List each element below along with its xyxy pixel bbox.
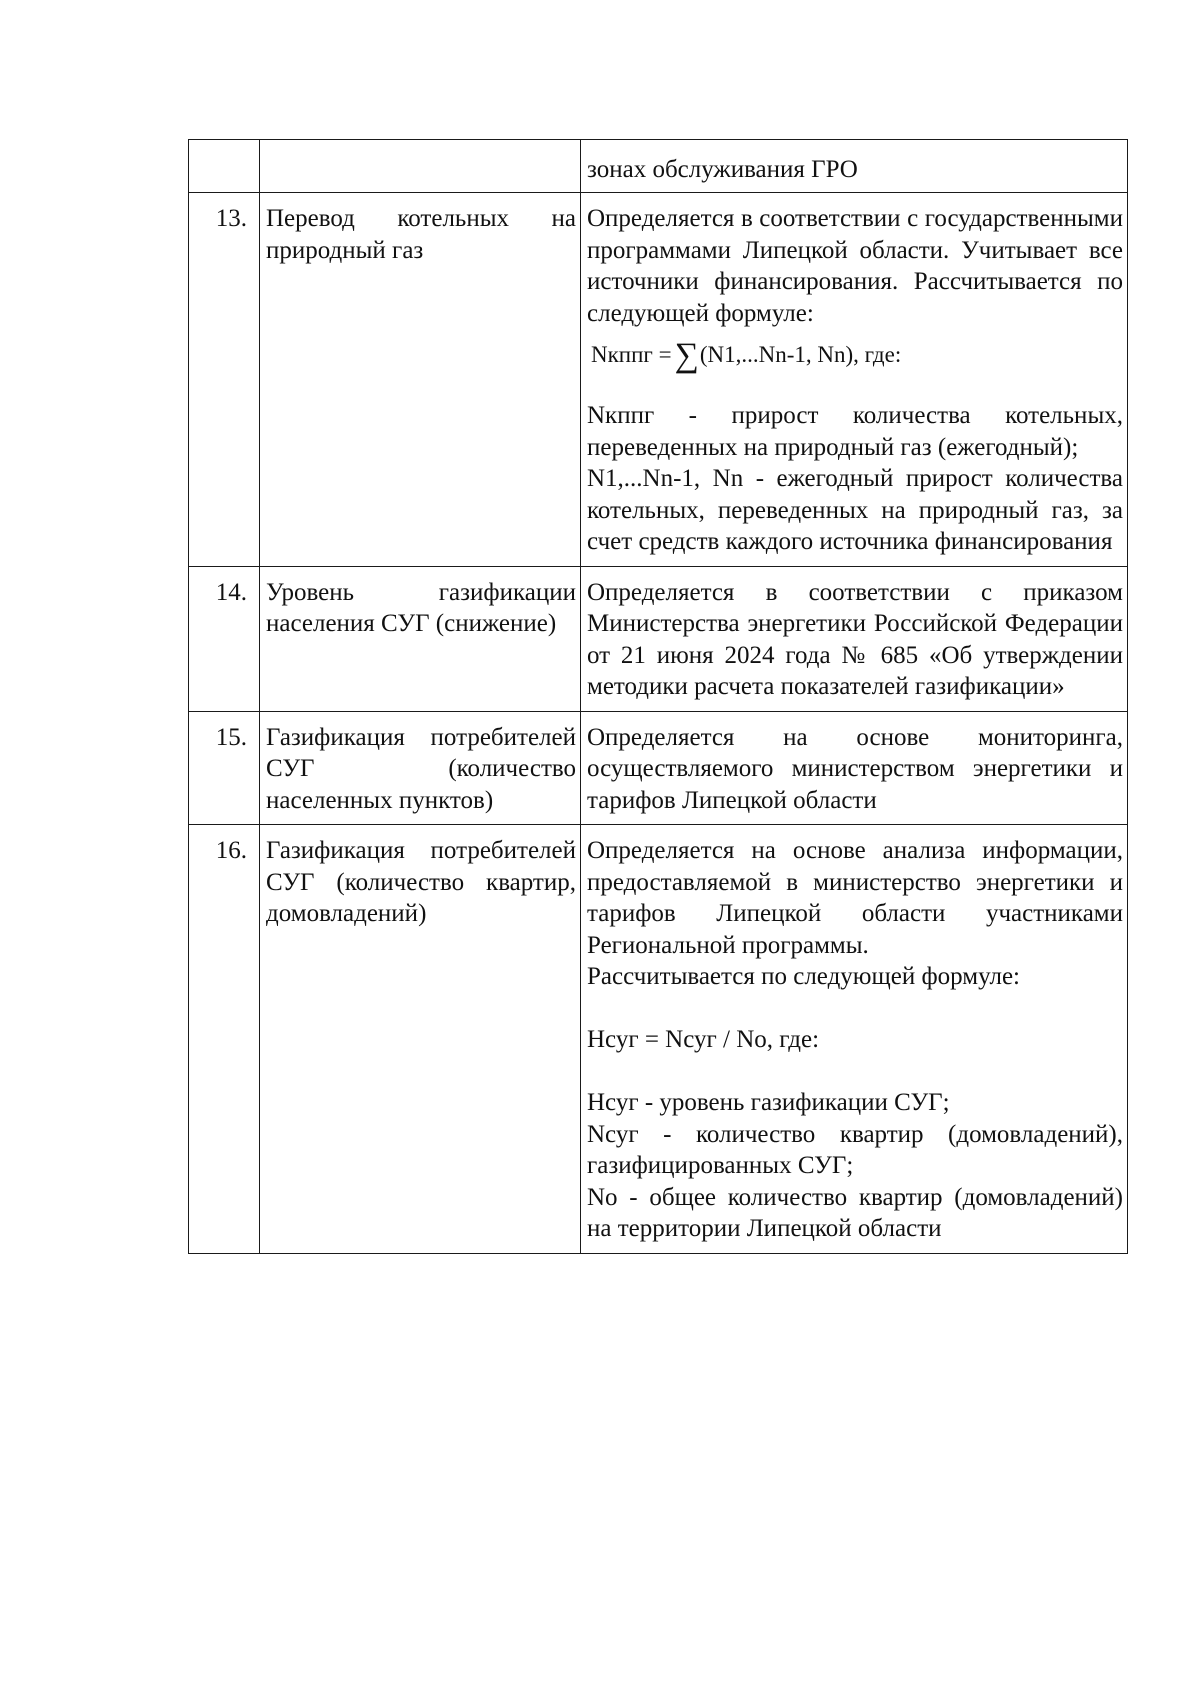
method-description (581, 193, 1127, 566)
indicator-table (188, 139, 1128, 1254)
indicator-name-cell (260, 140, 581, 193)
row-number-cell (189, 140, 260, 193)
table-row-13 (189, 193, 1128, 567)
table-row-16 (189, 825, 1128, 1254)
method-formula-line: Рассчитывается по следующей формуле: (587, 963, 1021, 990)
table-row-14 (189, 566, 1128, 711)
indicator-name: Перевод котельных на природный газ (266, 205, 576, 264)
method-description: Определяется в соответствии с приказом Министерства энергетики Российской Федерации от 21 июня 2024 года № 685 «Об утверждении методики расчета показателей газификации» (587, 578, 1123, 700)
definition: Nкппг - прирост количества котельных, переведенных на природный газ (ежегодный); (587, 402, 1123, 461)
formula-left: Nкппг = (591, 342, 672, 367)
method-description (581, 825, 1127, 1253)
method-description: Определяется на основе мониторинга, осуществляемого министерством энергетики и тарифов Липецкой области (587, 723, 1123, 814)
row-number: 13. (215, 205, 247, 232)
formula: Hсуг = Nсуг / No, где: (587, 1026, 820, 1053)
definition: No - общее количество квартир (домовладений) на территории Липецкой области (587, 1183, 1123, 1242)
formula-right: (N1,...Nn-1, Nn), где: (699, 342, 902, 367)
row-number: 15. (215, 723, 247, 751)
formula (591, 337, 1123, 374)
definition: Nсуг - количество квартир (домовладений), газифицированных СУГ; (587, 1120, 1123, 1179)
method-intro: Определяется в соответствии с государственными программами Липецкой области. Учитывает все источники финансирования. Рассчитывается по следующей формуле: (587, 205, 1123, 327)
definition: N1,...Nn-1, Nn - ежегодный прирост количества котельных, переведенных на природный газ, за счет средств каждого источника финансирования (587, 465, 1123, 555)
sum-symbol: ∑ (674, 337, 699, 374)
indicator-name: Уровень газификации населения СУГ (снижение) (266, 578, 576, 637)
table-row-continuation (189, 140, 1128, 193)
indicator-name: Газификация потребителей СУГ (количество квартир, домовладений) (266, 837, 576, 927)
table-row-15 (189, 711, 1128, 825)
row-number: 16. (215, 837, 247, 864)
method-intro: Определяется на основе анализа информации, предоставляемой в министерство энергетики и тарифов Липецкой области участниками Региональной программы. (587, 837, 1123, 959)
method-text: зонах обслуживания ГРО (587, 156, 858, 183)
row-number: 14. (215, 578, 247, 606)
definition: Hсуг - уровень газификации СУГ; (587, 1089, 950, 1116)
method-cell (581, 140, 1128, 193)
indicator-name: Газификация потребителей СУГ (количество населенных пунктов) (266, 723, 576, 814)
